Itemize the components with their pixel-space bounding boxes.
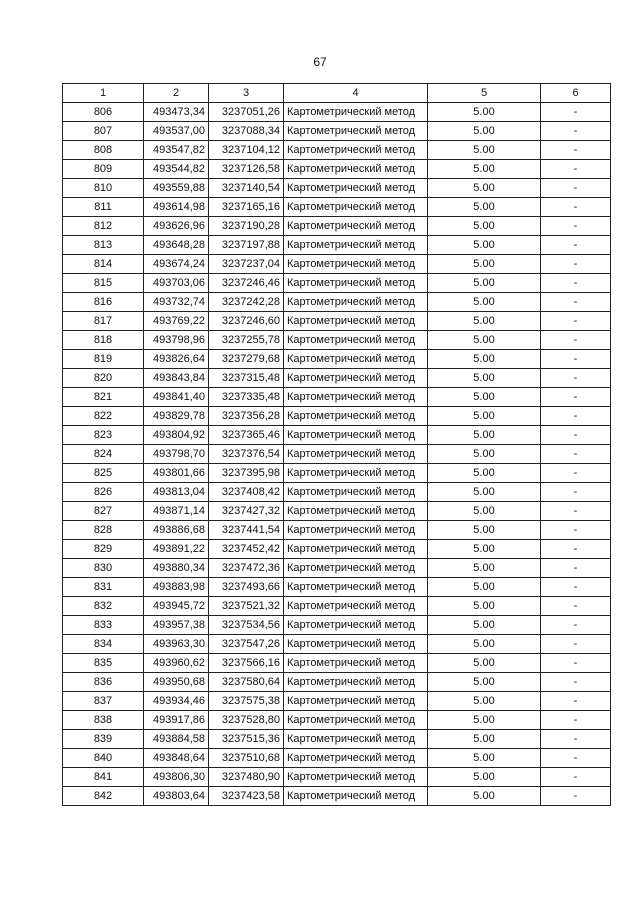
table-row [63,179,611,198]
accuracy-cell: 5.00 [428,673,541,692]
method-cell: Картометрический метод [284,654,428,673]
y-coordinate-cell: 3237190,28 [209,217,284,236]
table-row [63,312,611,331]
point-number-cell: 842 [63,787,144,806]
method-cell: Картометрический метод [284,293,428,312]
method-cell: Картометрический метод [284,597,428,616]
header-cell: 1 [63,84,144,103]
accuracy-cell: 5.00 [428,502,541,521]
method-cell: Картометрический метод [284,331,428,350]
note-cell: - [541,521,611,540]
point-number-cell: 807 [63,122,144,141]
accuracy-cell: 5.00 [428,179,541,198]
note-cell: - [541,369,611,388]
point-number-cell: 835 [63,654,144,673]
x-coordinate-cell: 493934,46 [144,692,209,711]
table-row [63,654,611,673]
x-coordinate-cell: 493950,68 [144,673,209,692]
table-row [63,426,611,445]
point-number-cell: 839 [63,730,144,749]
table-row [63,578,611,597]
table-row [63,616,611,635]
table-row [63,388,611,407]
accuracy-cell: 5.00 [428,122,541,141]
table-row [63,350,611,369]
y-coordinate-cell: 3237493,66 [209,578,284,597]
accuracy-cell: 5.00 [428,521,541,540]
method-cell: Картометрический метод [284,559,428,578]
point-number-cell: 832 [63,597,144,616]
note-cell: - [541,445,611,464]
accuracy-cell: 5.00 [428,578,541,597]
method-cell: Картометрический метод [284,768,428,787]
point-number-cell: 827 [63,502,144,521]
accuracy-cell: 5.00 [428,540,541,559]
note-cell: - [541,103,611,122]
table-row [63,274,611,293]
accuracy-cell: 5.00 [428,768,541,787]
y-coordinate-cell: 3237356,28 [209,407,284,426]
note-cell: - [541,407,611,426]
accuracy-cell: 5.00 [428,616,541,635]
coordinates-table [62,83,611,806]
table-row [63,141,611,160]
x-coordinate-cell: 493544,82 [144,160,209,179]
point-number-cell: 838 [63,711,144,730]
header-cell: 5 [428,84,541,103]
y-coordinate-cell: 3237165,16 [209,198,284,217]
table-row [63,768,611,787]
point-number-cell: 809 [63,160,144,179]
method-cell: Картометрический метод [284,407,428,426]
y-coordinate-cell: 3237237,04 [209,255,284,274]
y-coordinate-cell: 3237246,60 [209,312,284,331]
accuracy-cell: 5.00 [428,293,541,312]
method-cell: Картометрический метод [284,578,428,597]
note-cell: - [541,768,611,787]
point-number-cell: 829 [63,540,144,559]
point-number-cell: 819 [63,350,144,369]
table-row [63,160,611,179]
point-number-cell: 831 [63,578,144,597]
accuracy-cell: 5.00 [428,464,541,483]
accuracy-cell: 5.00 [428,483,541,502]
y-coordinate-cell: 3237088,34 [209,122,284,141]
accuracy-cell: 5.00 [428,559,541,578]
point-number-cell: 840 [63,749,144,768]
point-number-cell: 837 [63,692,144,711]
accuracy-cell: 5.00 [428,236,541,255]
y-coordinate-cell: 3237408,42 [209,483,284,502]
note-cell: - [541,540,611,559]
y-coordinate-cell: 3237528,80 [209,711,284,730]
note-cell: - [541,654,611,673]
y-coordinate-cell: 3237197,88 [209,236,284,255]
table-row [63,198,611,217]
y-coordinate-cell: 3237452,42 [209,540,284,559]
y-coordinate-cell: 3237441,54 [209,521,284,540]
y-coordinate-cell: 3237580,64 [209,673,284,692]
y-coordinate-cell: 3237246,46 [209,274,284,293]
x-coordinate-cell: 493804,92 [144,426,209,445]
method-cell: Картометрический метод [284,635,428,654]
note-cell: - [541,749,611,768]
note-cell: - [541,616,611,635]
accuracy-cell: 5.00 [428,407,541,426]
y-coordinate-cell: 3237104,12 [209,141,284,160]
method-cell: Картометрический метод [284,122,428,141]
y-coordinate-cell: 3237279,68 [209,350,284,369]
y-coordinate-cell: 3237427,32 [209,502,284,521]
method-cell: Картометрический метод [284,426,428,445]
accuracy-cell: 5.00 [428,369,541,388]
point-number-cell: 811 [63,198,144,217]
x-coordinate-cell: 493626,96 [144,217,209,236]
accuracy-cell: 5.00 [428,426,541,445]
point-number-cell: 825 [63,464,144,483]
table-header [63,84,611,103]
header-cell: 6 [541,84,611,103]
x-coordinate-cell: 493803,64 [144,787,209,806]
method-cell: Картометрический метод [284,255,428,274]
point-number-cell: 818 [63,331,144,350]
y-coordinate-cell: 3237423,58 [209,787,284,806]
x-coordinate-cell: 493826,64 [144,350,209,369]
table-row [63,122,611,141]
y-coordinate-cell: 3237510,68 [209,749,284,768]
x-coordinate-cell: 493883,98 [144,578,209,597]
method-cell: Картометрический метод [284,103,428,122]
table-row [63,521,611,540]
header-cell: 4 [284,84,428,103]
y-coordinate-cell: 3237140,54 [209,179,284,198]
point-number-cell: 816 [63,293,144,312]
x-coordinate-cell: 493547,82 [144,141,209,160]
method-cell: Картометрический метод [284,502,428,521]
table-row [63,787,611,806]
x-coordinate-cell: 493841,40 [144,388,209,407]
accuracy-cell: 5.00 [428,597,541,616]
table-row [63,407,611,426]
point-number-cell: 814 [63,255,144,274]
accuracy-cell: 5.00 [428,711,541,730]
point-number-cell: 821 [63,388,144,407]
point-number-cell: 810 [63,179,144,198]
x-coordinate-cell: 493537,00 [144,122,209,141]
table-row [63,597,611,616]
accuracy-cell: 5.00 [428,692,541,711]
x-coordinate-cell: 493806,30 [144,768,209,787]
y-coordinate-cell: 3237547,26 [209,635,284,654]
point-number-cell: 813 [63,236,144,255]
y-coordinate-cell: 3237515,36 [209,730,284,749]
table-row [63,217,611,236]
x-coordinate-cell: 493798,70 [144,445,209,464]
x-coordinate-cell: 493769,22 [144,312,209,331]
method-cell: Картометрический метод [284,160,428,179]
method-cell: Картометрический метод [284,692,428,711]
point-number-cell: 841 [63,768,144,787]
note-cell: - [541,635,611,654]
method-cell: Картометрический метод [284,483,428,502]
method-cell: Картометрический метод [284,730,428,749]
point-number-cell: 836 [63,673,144,692]
accuracy-cell: 5.00 [428,312,541,331]
method-cell: Картометрический метод [284,787,428,806]
point-number-cell: 820 [63,369,144,388]
method-cell: Картометрический метод [284,749,428,768]
accuracy-cell: 5.00 [428,445,541,464]
note-cell: - [541,730,611,749]
note-cell: - [541,198,611,217]
table-row [63,540,611,559]
accuracy-cell: 5.00 [428,749,541,768]
accuracy-cell: 5.00 [428,350,541,369]
x-coordinate-cell: 493813,04 [144,483,209,502]
method-cell: Картометрический метод [284,521,428,540]
note-cell: - [541,160,611,179]
x-coordinate-cell: 493880,34 [144,559,209,578]
accuracy-cell: 5.00 [428,787,541,806]
table-row [63,711,611,730]
point-number-cell: 824 [63,445,144,464]
x-coordinate-cell: 493917,86 [144,711,209,730]
table-row [63,369,611,388]
note-cell: - [541,692,611,711]
y-coordinate-cell: 3237255,78 [209,331,284,350]
point-number-cell: 830 [63,559,144,578]
note-cell: - [541,559,611,578]
table-row [63,255,611,274]
table-row [63,692,611,711]
y-coordinate-cell: 3237521,32 [209,597,284,616]
method-cell: Картометрический метод [284,236,428,255]
note-cell: - [541,578,611,597]
method-cell: Картометрический метод [284,312,428,331]
x-coordinate-cell: 493884,58 [144,730,209,749]
method-cell: Картометрический метод [284,616,428,635]
point-number-cell: 826 [63,483,144,502]
table-row [63,673,611,692]
note-cell: - [541,464,611,483]
point-number-cell: 812 [63,217,144,236]
point-number-cell: 822 [63,407,144,426]
table-body [63,103,611,806]
table-row [63,445,611,464]
note-cell: - [541,711,611,730]
accuracy-cell: 5.00 [428,217,541,236]
point-number-cell: 806 [63,103,144,122]
x-coordinate-cell: 493945,72 [144,597,209,616]
x-coordinate-cell: 493843,84 [144,369,209,388]
accuracy-cell: 5.00 [428,255,541,274]
accuracy-cell: 5.00 [428,103,541,122]
note-cell: - [541,331,611,350]
x-coordinate-cell: 493891,22 [144,540,209,559]
note-cell: - [541,673,611,692]
method-cell: Картометрический метод [284,198,428,217]
accuracy-cell: 5.00 [428,198,541,217]
table-row [63,331,611,350]
y-coordinate-cell: 3237534,56 [209,616,284,635]
method-cell: Картометрический метод [284,464,428,483]
accuracy-cell: 5.00 [428,141,541,160]
point-number-cell: 834 [63,635,144,654]
y-coordinate-cell: 3237472,36 [209,559,284,578]
method-cell: Картометрический метод [284,350,428,369]
accuracy-cell: 5.00 [428,388,541,407]
table-row [63,103,611,122]
method-cell: Картометрический метод [284,274,428,293]
y-coordinate-cell: 3237051,26 [209,103,284,122]
note-cell: - [541,236,611,255]
x-coordinate-cell: 493963,30 [144,635,209,654]
header-cell: 2 [144,84,209,103]
method-cell: Картометрический метод [284,673,428,692]
table-row [63,483,611,502]
note-cell: - [541,141,611,160]
note-cell: - [541,350,611,369]
header-row [63,84,611,103]
accuracy-cell: 5.00 [428,730,541,749]
x-coordinate-cell: 493886,68 [144,521,209,540]
method-cell: Картометрический метод [284,141,428,160]
method-cell: Картометрический метод [284,369,428,388]
point-number-cell: 815 [63,274,144,293]
note-cell: - [541,293,611,312]
table-row [63,730,611,749]
note-cell: - [541,217,611,236]
x-coordinate-cell: 493674,24 [144,255,209,274]
note-cell: - [541,274,611,293]
y-coordinate-cell: 3237575,38 [209,692,284,711]
table-row [63,559,611,578]
table-row [63,502,611,521]
x-coordinate-cell: 493871,14 [144,502,209,521]
x-coordinate-cell: 493848,64 [144,749,209,768]
note-cell: - [541,426,611,445]
note-cell: - [541,312,611,331]
table-row [63,749,611,768]
x-coordinate-cell: 493559,88 [144,179,209,198]
note-cell: - [541,255,611,274]
point-number-cell: 823 [63,426,144,445]
accuracy-cell: 5.00 [428,635,541,654]
method-cell: Картометрический метод [284,540,428,559]
table-row [63,293,611,312]
x-coordinate-cell: 493801,66 [144,464,209,483]
x-coordinate-cell: 493703,06 [144,274,209,293]
accuracy-cell: 5.00 [428,331,541,350]
y-coordinate-cell: 3237480,90 [209,768,284,787]
x-coordinate-cell: 493473,34 [144,103,209,122]
note-cell: - [541,179,611,198]
x-coordinate-cell: 493732,74 [144,293,209,312]
table-row [63,464,611,483]
x-coordinate-cell: 493960,62 [144,654,209,673]
point-number-cell: 828 [63,521,144,540]
y-coordinate-cell: 3237335,48 [209,388,284,407]
header-cell: 3 [209,84,284,103]
y-coordinate-cell: 3237242,28 [209,293,284,312]
method-cell: Картометрический метод [284,445,428,464]
note-cell: - [541,502,611,521]
y-coordinate-cell: 3237376,54 [209,445,284,464]
x-coordinate-cell: 493957,38 [144,616,209,635]
x-coordinate-cell: 493798,96 [144,331,209,350]
page-number: 67 [313,55,327,69]
x-coordinate-cell: 493648,28 [144,236,209,255]
method-cell: Картометрический метод [284,179,428,198]
y-coordinate-cell: 3237365,46 [209,426,284,445]
y-coordinate-cell: 3237395,98 [209,464,284,483]
table-row [63,236,611,255]
note-cell: - [541,122,611,141]
accuracy-cell: 5.00 [428,274,541,293]
accuracy-cell: 5.00 [428,160,541,179]
y-coordinate-cell: 3237315,48 [209,369,284,388]
accuracy-cell: 5.00 [428,654,541,673]
note-cell: - [541,388,611,407]
x-coordinate-cell: 493829,78 [144,407,209,426]
point-number-cell: 833 [63,616,144,635]
x-coordinate-cell: 493614,98 [144,198,209,217]
note-cell: - [541,597,611,616]
method-cell: Картометрический метод [284,388,428,407]
point-number-cell: 817 [63,312,144,331]
note-cell: - [541,483,611,502]
table-row [63,635,611,654]
method-cell: Картометрический метод [284,217,428,236]
note-cell: - [541,787,611,806]
method-cell: Картометрический метод [284,711,428,730]
point-number-cell: 808 [63,141,144,160]
y-coordinate-cell: 3237126,58 [209,160,284,179]
y-coordinate-cell: 3237566,16 [209,654,284,673]
